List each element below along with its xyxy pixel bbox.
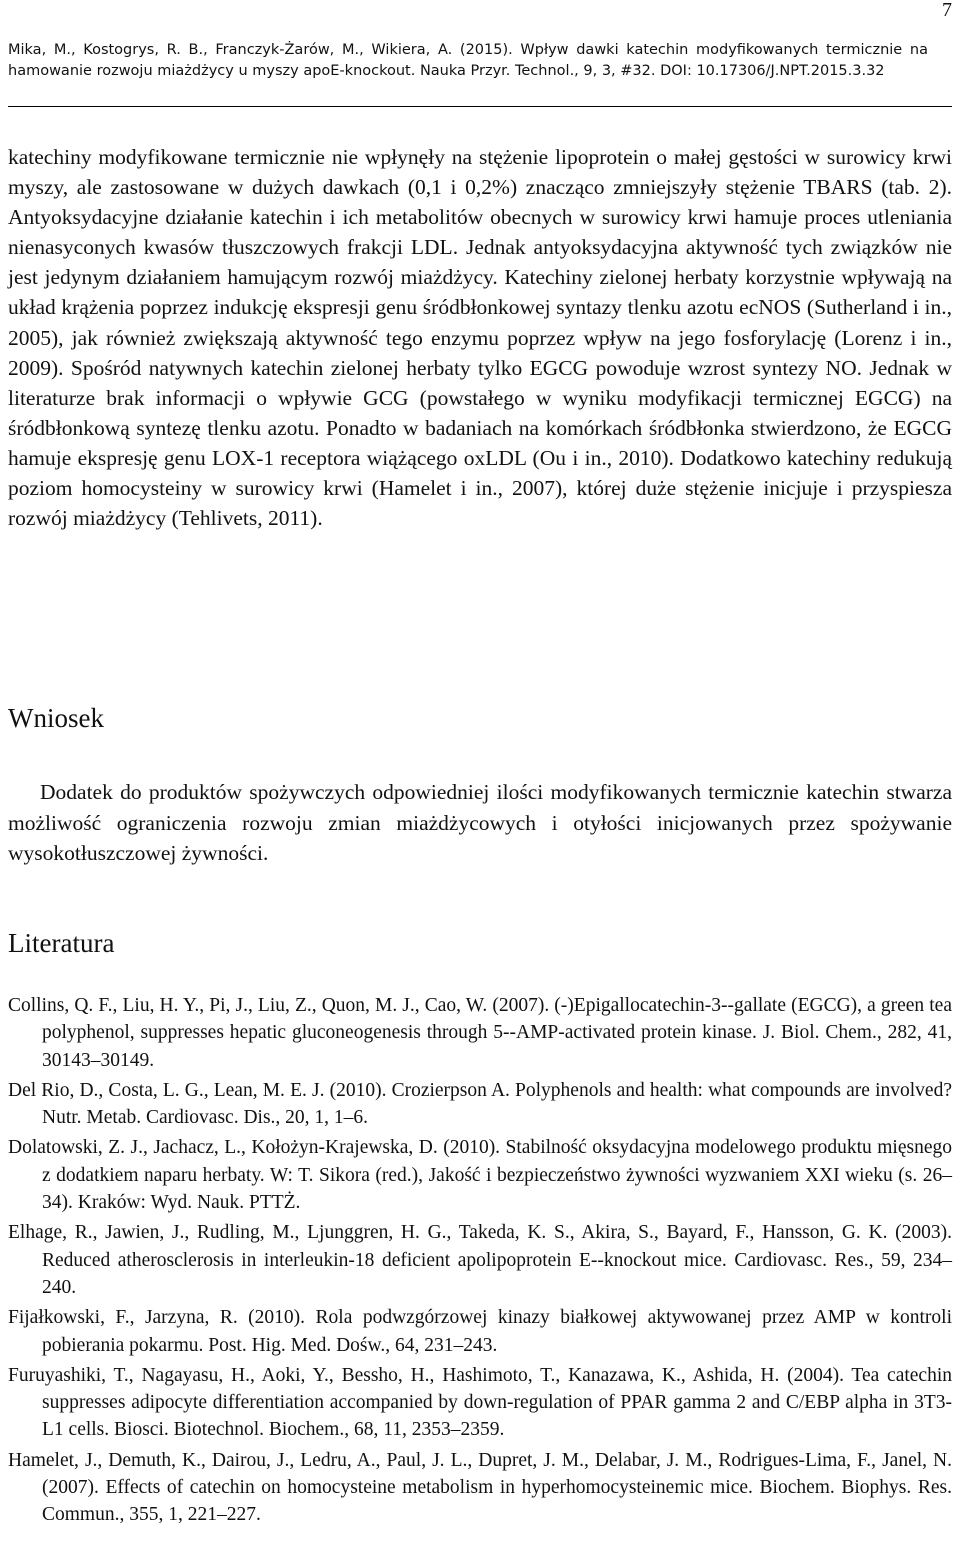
reference-list (8, 992, 952, 1532)
body-paragraph: katechiny modyfikowane termicznie nie wpłynęły na stężenie lipoprotein o małej gęstości w surowicy krwi myszy, ale zastosowane w dużych dawkach (0,1 i 0,2%) znacząco zmniejszyły stężenie TBARS (tab. 2). Antyoksydacyjne działanie katechin i ich metabolitów obecnych w surowicy krwi hamuje proces utleniania nienasyconych kwasów tłuszczowych frakcji LDL. Jednak antyoksydacyjna aktywność tych związków nie jest jedynym działaniem hamującym rozwój miażdżycy. Katechiny zielonej herbaty korzystnie wpływają na układ krążenia poprzez indukcję ekspresji genu śródbłonkowej syntazy tlenku azotu ecNOS (Sutherland i in., 2005), jak również zwiększają aktywność tego enzymu poprzez wpływ na jego fosforylację (Lorenz i in., 2009). Spośród natywnych katechin zielonej herbaty tylko EGCG powoduje wzrost syntezy NO. Jednak w literaturze brak informacji o wpływie GCG (powstałego w wyniku modyfikacji termicznej EGCG) na śródbłonkową syntezę tlenku azotu. Ponadto w badaniach na komórkach śródbłonka stwierdzono, że EGCG hamuje ekspresję genu LOX-1 receptora wiążącego oxLDL (Ou i in., 2010). Dodatkowo katechiny redukują poziom homocysteiny w surowicy krwi (Hamelet i in., 2007), której duże stężenie inicjuje i przyspiesza rozwój miażdżycy (Tehlivets, 2011). (8, 145, 952, 531)
header-divider (8, 106, 952, 107)
conclusion-paragraph: Dodatek do produktów spożywczych odpowiedniej ilości modyfikowanych termicznie katechin stwarza możliwość ograniczenia rozwoju zmian miażdżycowych i otyłości inicjowanych przez spożywanie wysokotłuszczowej żywności. (8, 780, 952, 865)
page-number: 7 (942, 0, 952, 21)
reference-item: Collins, Q. F., Liu, H. Y., Pi, J., Liu, Z., Quon, M. J., Cao, W. (2007). (-)Epigallocatechin-3--gallate (EGCG), a green tea polyphenol, suppresses hepatic gluconeogenesis through 5--AMP-activated protein kinase. J. Biol. Chem., 282, 41, 30143–30149. (8, 995, 952, 1071)
reference-item: Hamelet, J., Demuth, K., Dairou, J., Ledru, A., Paul, J. L., Dupret, J. M., Delabar, J. M., Rodrigues-Lima, F., Janel, N. (2007). Effects of catechin on homocysteine metabolism in hyperhomocysteinemic mice. Biochem. Biophys. Res. Commun., 355, 1, 221–227. (8, 1449, 952, 1526)
running-header (8, 0, 952, 82)
reference-item: Fijałkowski, F., Jarzyna, R. (2010). Rola podwzgórzowej kinazy białkowej aktywowanej przez AMP w kontroli pobierania pokarmu. Post. Hig. Med. Dośw., 64, 231–243. (8, 1307, 952, 1356)
conclusion-heading: Wniosek (8, 703, 104, 733)
reference-item: Elhage, R., Jawien, J., Rudling, M., Ljunggren, H. G., Takeda, K. S., Akira, S., Bayard, F., Hansson, G. K. (2003). Reduced atherosclerosis in interleukin-18 deficient apolipoprotein E--knockout mice. Cardiovasc. Res., 59, 234–240. (8, 1222, 952, 1298)
references-heading: Literatura (8, 928, 115, 958)
reference-item: Furuyashiki, T., Nagayasu, H., Aoki, Y., Bessho, H., Hashimoto, T., Kanazawa, K., Ashida, H. (2004). Tea catechin suppresses adipocyte differentiation accompanied by down-regulation of PPAR gamma 2 and C/EBP alpha in 3T3-L1 cells. Biosci. Biotechnol. Biochem., 68, 11, 2353–2359. (8, 1364, 952, 1441)
reference-item: Dolatowski, Z. J., Jachacz, L., Kołożyn-Krajewska, D. (2010). Stabilność oksydacyjna modelowego produktu mięsnego z dodatkiem naparu herbaty. W: T. Sikora (red.), Jakość i bezpieczeństwo żywności wyzwaniem XXI wieku (s. 26–34). Kraków: Wyd. Nauk. PTTŻ. (8, 1137, 952, 1214)
reference-item: Del Rio, D., Costa, L. G., Lean, M. E. J. (2010). Crozierpson A. Polyphenols and health: what compounds are involved? Nutr. Metab. Cardiovasc. Dis., 20, 1, 1–6. (8, 1079, 952, 1129)
header-citation: Mika, M., Kostogrys, R. B., Franczyk-Żarów, M., Wikiera, A. (2015). Wpływ dawki katechin modyfikowanych termicznie na hamowanie rozwoju miażdżycy u myszy apoE-knockout. Nauka Przyr. Technol., 9, 3, #32. DOI: 10.17306/J.NPT.2015.3.32 (8, 42, 928, 79)
